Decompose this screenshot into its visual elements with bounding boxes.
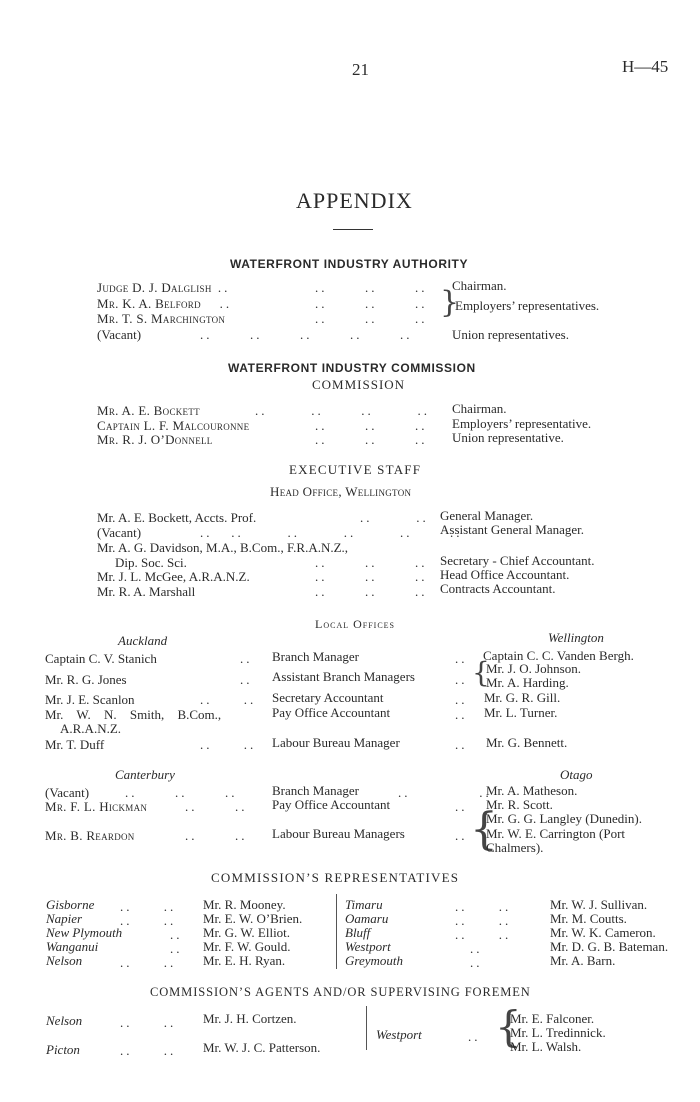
staff-name: Mr. A. E. Bockett, Accts. Prof. bbox=[97, 510, 257, 525]
agent-name: Mr. L. Tredinnick. bbox=[510, 1025, 606, 1040]
leader-dots: .. .. bbox=[120, 955, 177, 970]
rep-name: Mr. G. W. Elliot. bbox=[203, 925, 291, 940]
member-name: Mr. K. A. Belford bbox=[97, 296, 201, 311]
member-name: Mr. R. J. O’Donnell bbox=[97, 432, 213, 447]
leader-dots: .. .. .. bbox=[315, 584, 428, 599]
member-role: Employers’ representative. bbox=[452, 416, 592, 431]
member-name: Captain L. F. Malcouronne bbox=[97, 418, 250, 433]
column-divider bbox=[366, 1006, 367, 1050]
office-role: Assistant Branch Managers bbox=[272, 669, 415, 684]
rep-name: Mr. A. Barn. bbox=[550, 953, 616, 968]
authority-heading: WATERFRONT INDUSTRY AUTHORITY bbox=[230, 257, 469, 271]
office-row bbox=[45, 737, 104, 753]
executive-heading: EXECUTIVE STAFF bbox=[289, 462, 422, 477]
otago-name: Mr. A. Matheson. bbox=[486, 783, 578, 798]
otago-name: Mr. G. G. Langley (Dunedin). bbox=[486, 811, 642, 826]
rep-place: Westport bbox=[345, 939, 391, 954]
title-rule bbox=[333, 229, 373, 230]
leader-dots: .. bbox=[170, 941, 183, 956]
office-role: Secretary Accountant bbox=[272, 690, 384, 705]
otago-name: Mr. W. E. Carrington (Port bbox=[486, 826, 626, 841]
rep-name: Mr. R. Mooney. bbox=[203, 897, 286, 912]
leader-dots: .. .. .. .. .. .. bbox=[200, 525, 463, 540]
office-row bbox=[45, 651, 157, 667]
staff-name: Mr. F. L. Hickman bbox=[45, 799, 148, 814]
document-reference: H—45 bbox=[622, 57, 669, 76]
leader-dots: .. .. bbox=[455, 913, 512, 928]
authority-row: Judge D. J. Dalglish .. bbox=[97, 280, 231, 295]
commission-heading: WATERFRONT INDUSTRY COMMISSION bbox=[228, 361, 476, 375]
staff-role: General Manager. bbox=[440, 508, 534, 523]
exec-row bbox=[97, 510, 256, 526]
leader-dots: .. bbox=[455, 799, 468, 814]
wellington-name: Mr. A. Harding. bbox=[486, 675, 569, 690]
staff-name: Mr. J. L. McGee, A.R.A.N.Z. bbox=[97, 569, 250, 584]
staff-role: Secretary - Chief Accountant. bbox=[440, 553, 595, 568]
column-divider bbox=[336, 894, 337, 969]
leader-dots: .. .. bbox=[120, 913, 177, 928]
rep-place: Napier bbox=[46, 911, 83, 926]
staff-role: Contracts Accountant. bbox=[440, 581, 556, 596]
rep-name: Mr. D. G. B. Bateman. bbox=[550, 939, 669, 954]
leader-dots: .. .. bbox=[455, 927, 512, 942]
member-name: Mr. T. S. Marchington bbox=[97, 311, 226, 326]
otago-name: Chalmers). bbox=[486, 840, 544, 855]
wellington-name: Mr. J. O. Johnson. bbox=[486, 661, 581, 676]
office-role: Pay Office Accountant bbox=[272, 705, 391, 720]
wellington-name: Mr. L. Turner. bbox=[484, 705, 558, 720]
exec-row bbox=[97, 569, 250, 585]
exec-row bbox=[97, 525, 141, 541]
leader-dots: .. bbox=[240, 651, 253, 666]
leader-dots: .. .. .. bbox=[315, 418, 428, 433]
rep-place: Nelson bbox=[46, 953, 83, 968]
rep-name: Mr. E. W. O’Brien. bbox=[203, 911, 303, 926]
leader-dots: .. .. bbox=[120, 1043, 177, 1058]
staff-role: Assistant General Manager. bbox=[440, 522, 585, 537]
office-row bbox=[45, 799, 147, 815]
office-row bbox=[45, 692, 135, 708]
brace-icon: { bbox=[470, 804, 498, 855]
leader-dots: .. .. bbox=[200, 692, 257, 707]
exec-row bbox=[97, 584, 195, 600]
member-name: (Vacant) bbox=[97, 327, 142, 342]
rep-place: Gisborne bbox=[46, 897, 95, 912]
leader-dots: .. .. .. bbox=[315, 296, 428, 311]
leader-dots: .. bbox=[455, 737, 468, 752]
wellington-name: Mr. G. R. Gill. bbox=[484, 690, 561, 705]
office-role: Pay Office Accountant bbox=[272, 797, 391, 812]
member-role: Union representatives. bbox=[452, 327, 569, 342]
rep-place: Wanganui bbox=[46, 939, 99, 954]
staff-role: Head Office Accountant. bbox=[440, 567, 570, 582]
member-role: Union representative. bbox=[452, 430, 564, 445]
commission-row bbox=[97, 403, 200, 419]
staff-name: Dip. Soc. Sci. bbox=[115, 555, 187, 570]
staff-name: Mr. B. Reardon bbox=[45, 828, 135, 843]
staff-name: A.R.A.N.Z. bbox=[60, 721, 122, 736]
leader-dots: .. bbox=[455, 692, 468, 707]
member-name: Judge D. J. Dalglish bbox=[97, 280, 212, 295]
leader-dots: .. .. .. bbox=[315, 569, 428, 584]
staff-name: Mr. J. E. Scanlon bbox=[45, 692, 135, 707]
leader-dots: .. bbox=[470, 941, 483, 956]
office-place-auckland: Auckland bbox=[118, 633, 168, 648]
leader-dots: .. bbox=[455, 707, 468, 722]
leader-dots: .. .. .. bbox=[315, 432, 428, 447]
leader-dots: .. bbox=[455, 672, 468, 687]
leader-dots: .. .. bbox=[120, 899, 177, 914]
leader-dots: .. .. .. .. bbox=[255, 403, 430, 418]
authority-row: Mr. K. A. Belford .. bbox=[97, 296, 233, 311]
leader-dots: .. bbox=[240, 672, 253, 687]
rep-place: New Plymouth bbox=[46, 925, 123, 940]
local-offices-heading: Local Offices bbox=[315, 617, 396, 631]
wellington-name: Captain C. C. Vanden Bergh. bbox=[483, 648, 634, 663]
rep-place: Bluff bbox=[345, 925, 371, 940]
leader-dots: .. .. .. bbox=[315, 280, 428, 295]
agents-heading: COMMISSION’S AGENTS AND/OR SUPERVISING FOREMEN bbox=[150, 985, 531, 999]
leader-dots: .. bbox=[468, 1029, 481, 1044]
member-name: Mr. A. E. Bockett bbox=[97, 403, 200, 418]
member-role: Chairman. bbox=[452, 401, 507, 416]
office-place-canterbury: Canterbury bbox=[115, 767, 175, 782]
leader-dots: .. bbox=[455, 651, 468, 666]
staff-name: Mr. A. G. Davidson, M.A., B.Com., F.R.A.N.Z., bbox=[97, 540, 349, 555]
exec-row bbox=[97, 540, 348, 556]
agent-place: Nelson bbox=[46, 1013, 83, 1028]
leader-dots: .. .. .. .. .. bbox=[200, 327, 413, 342]
otago-name: Mr. R. Scott. bbox=[486, 797, 553, 812]
rep-name: Mr. W. K. Cameron. bbox=[550, 925, 656, 940]
rep-name: Mr. E. H. Ryan. bbox=[203, 953, 286, 968]
office-place-wellington: Wellington bbox=[548, 630, 604, 645]
staff-name: (Vacant) bbox=[45, 785, 90, 800]
office-place-otago: Otago bbox=[560, 767, 593, 782]
leader-dots: .. bbox=[470, 955, 483, 970]
rep-place: Timaru bbox=[345, 897, 383, 912]
authority-row bbox=[97, 327, 141, 343]
commission-row bbox=[97, 432, 213, 448]
office-role: Labour Bureau Managers bbox=[272, 826, 405, 841]
brace-icon: } bbox=[440, 285, 460, 320]
authority-row bbox=[97, 311, 225, 327]
wellington-name: Mr. G. Bennett. bbox=[486, 735, 568, 750]
staff-name: Captain C. V. Stanich bbox=[45, 651, 157, 666]
agent-place: Picton bbox=[46, 1042, 80, 1057]
leader-dots: .. .. .. bbox=[315, 311, 428, 326]
office-row bbox=[45, 828, 135, 844]
leader-dots: .. .. bbox=[120, 1015, 177, 1030]
leader-dots: .. bbox=[170, 927, 183, 942]
staff-name: (Vacant) bbox=[97, 525, 142, 540]
rep-name: Mr. M. Coutts. bbox=[550, 911, 627, 926]
leader-dots: .. .. bbox=[360, 510, 429, 525]
office-role: Labour Bureau Manager bbox=[272, 735, 400, 750]
staff-name: Mr. W. N. Smith, B.Com., bbox=[45, 707, 222, 722]
brace-icon: { bbox=[495, 1002, 522, 1051]
office-role: Branch Manager bbox=[272, 649, 359, 664]
brace-icon: { bbox=[472, 656, 490, 689]
office-row bbox=[45, 672, 127, 688]
braced-role: Employers’ representatives. bbox=[455, 298, 600, 313]
leader-dots: .. .. bbox=[200, 737, 257, 752]
office-row bbox=[60, 721, 121, 737]
staff-name: Mr. R. G. Jones bbox=[45, 672, 127, 687]
leader-dots: .. .. bbox=[398, 785, 492, 800]
staff-name: Mr. R. A. Marshall bbox=[97, 584, 196, 599]
leader-dots: .. .. .. bbox=[315, 555, 428, 570]
member-role: Chairman. bbox=[452, 278, 507, 293]
rep-name: Mr. W. J. Sullivan. bbox=[550, 897, 648, 912]
representatives-heading: COMMISSION’S REPRESENTATIVES bbox=[211, 870, 460, 885]
office-role: Branch Manager bbox=[272, 783, 359, 798]
leader-dots: .. .. bbox=[185, 799, 248, 814]
leader-dots: .. .. .. bbox=[125, 785, 238, 800]
rep-place: Oamaru bbox=[345, 911, 389, 926]
leader-dots: .. .. bbox=[185, 828, 248, 843]
rep-name: Mr. F. W. Gould. bbox=[203, 939, 291, 954]
page-title: APPENDIX bbox=[296, 188, 413, 213]
staff-name: Mr. T. Duff bbox=[45, 737, 105, 752]
commission-subheading: COMMISSION bbox=[312, 377, 406, 392]
agent-name: Mr. L. Walsh. bbox=[510, 1039, 582, 1054]
agent-name: Mr. J. H. Cortzen. bbox=[203, 1011, 297, 1026]
page-number: 21 bbox=[352, 60, 369, 79]
agent-name: Mr. E. Falconer. bbox=[510, 1011, 595, 1026]
leader-dots: .. .. bbox=[455, 899, 512, 914]
leader-dots: .. bbox=[455, 828, 468, 843]
agent-name: Mr. W. J. C. Patterson. bbox=[203, 1040, 321, 1055]
rep-place: Greymouth bbox=[345, 953, 404, 968]
agent-place: Westport bbox=[376, 1027, 422, 1042]
executive-subheading: Head Office, Wellington bbox=[270, 484, 412, 499]
